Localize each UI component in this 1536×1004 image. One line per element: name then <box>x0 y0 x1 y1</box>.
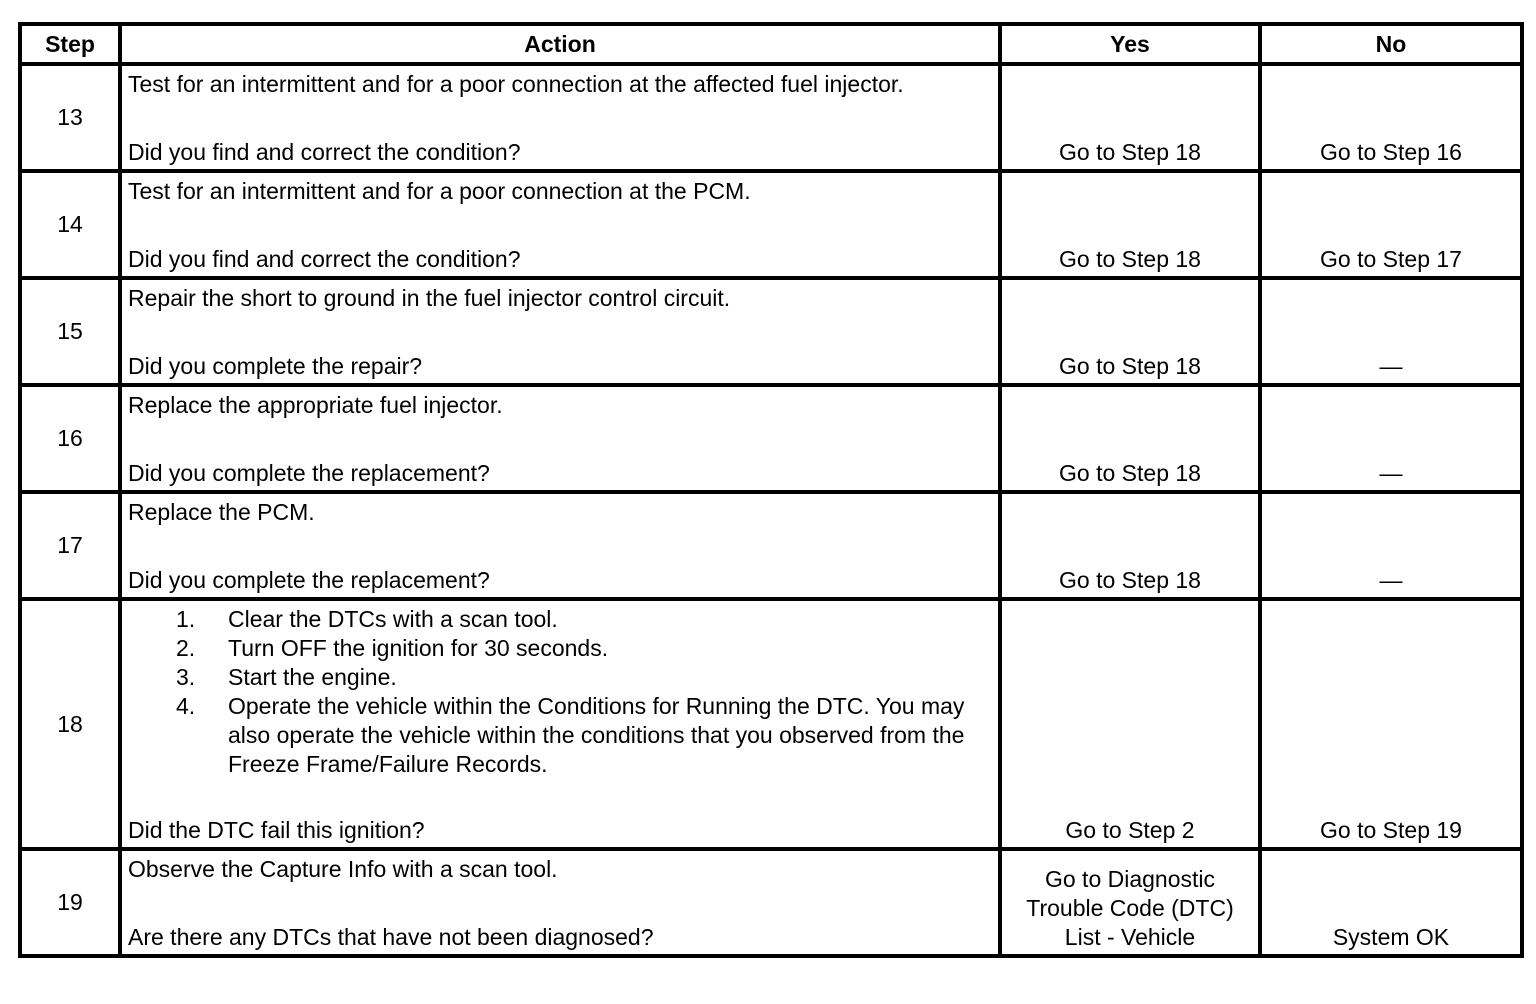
no-result: Go to Step 16 <box>1260 64 1522 171</box>
action-cell <box>120 171 1000 278</box>
substep-number: 4. <box>176 693 196 719</box>
substep-text: Turn OFF the ignition for 30 seconds. <box>228 635 609 661</box>
yes-result-line: Go to Diagnostic <box>1044 866 1216 892</box>
substep-number: 2. <box>176 635 196 661</box>
substep-item <box>128 663 992 692</box>
action-question: Did you complete the replacement? <box>128 460 490 486</box>
no-result: System OK <box>1260 849 1522 956</box>
table-row <box>20 599 1522 849</box>
action-instruction: Repair the short to ground in the fuel injector control circuit. <box>128 285 731 311</box>
no-result: Go to Step 17 <box>1260 171 1522 278</box>
step-number: 17 <box>20 492 120 599</box>
substep-item <box>128 605 992 634</box>
substep-text: Clear the DTCs with a scan tool. <box>228 606 558 632</box>
step-number: 16 <box>20 385 120 492</box>
yes-result: Go to Step 18 <box>1000 385 1260 492</box>
action-cell <box>120 278 1000 385</box>
no-result: — <box>1260 278 1522 385</box>
no-result: — <box>1260 492 1522 599</box>
yes-result <box>1000 849 1260 956</box>
substep-list <box>128 605 992 779</box>
step-number: 13 <box>20 64 120 171</box>
table-row <box>20 492 1522 599</box>
action-question: Did you complete the repair? <box>128 353 423 379</box>
action-instruction: Replace the appropriate fuel injector. <box>128 392 503 418</box>
table-row <box>20 849 1522 956</box>
table-row <box>20 171 1522 278</box>
action-cell <box>120 599 1000 849</box>
action-cell <box>120 849 1000 956</box>
table-row <box>20 64 1522 171</box>
yes-result: Go to Step 18 <box>1000 171 1260 278</box>
action-question: Did you complete the replacement? <box>128 567 490 593</box>
substep-text: Start the engine. <box>228 664 397 690</box>
action-cell <box>120 492 1000 599</box>
action-question: Are there any DTCs that have not been diagnosed? <box>128 924 654 950</box>
table-row <box>20 385 1522 492</box>
substep-item <box>128 634 992 663</box>
header-action: Action <box>120 24 1000 64</box>
substep-item <box>128 692 992 779</box>
step-number: 18 <box>20 599 120 849</box>
yes-result: Go to Step 2 <box>1000 599 1260 849</box>
header-no: No <box>1260 24 1522 64</box>
action-instruction: Observe the Capture Info with a scan tool. <box>128 856 558 882</box>
action-instruction: Test for an intermittent and for a poor connection at the PCM. <box>128 178 751 204</box>
action-instruction: Test for an intermittent and for a poor connection at the affected fuel injector. <box>128 71 904 97</box>
substep-text: Operate the vehicle within the Conditions for Running the DTC. You may also operate the vehicle within the conditions that you observed from the Freeze Frame/Failure Records. <box>228 693 965 777</box>
yes-result: Go to Step 18 <box>1000 64 1260 171</box>
yes-result-line: Trouble Code (DTC) <box>1026 895 1234 921</box>
diagnostic-table <box>18 22 1524 958</box>
yes-result-line: List - Vehicle <box>1064 924 1196 950</box>
table-row <box>20 278 1522 385</box>
yes-result: Go to Step 18 <box>1000 492 1260 599</box>
yes-result: Go to Step 18 <box>1000 278 1260 385</box>
action-question: Did you find and correct the condition? <box>128 246 521 272</box>
action-cell <box>120 64 1000 171</box>
header-row <box>20 24 1522 64</box>
action-question: Did you find and correct the condition? <box>128 139 521 165</box>
step-number: 14 <box>20 171 120 278</box>
header-step: Step <box>20 24 120 64</box>
step-number: 19 <box>20 849 120 956</box>
action-cell <box>120 385 1000 492</box>
header-yes: Yes <box>1000 24 1260 64</box>
substep-number: 3. <box>176 664 196 690</box>
no-result: Go to Step 19 <box>1260 599 1522 849</box>
action-instruction: Replace the PCM. <box>128 499 315 525</box>
step-number: 15 <box>20 278 120 385</box>
substep-number: 1. <box>176 606 196 632</box>
no-result: — <box>1260 385 1522 492</box>
action-question: Did the DTC fail this ignition? <box>128 817 425 843</box>
